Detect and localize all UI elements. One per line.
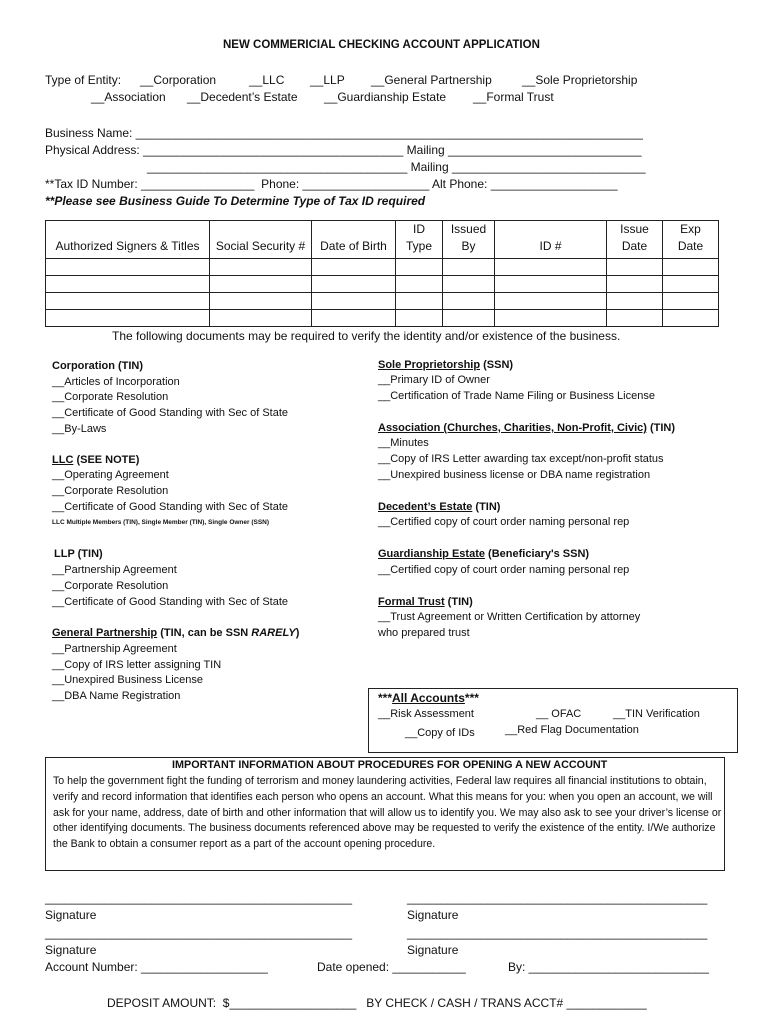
llc-item-resolution[interactable]: __Corporate Resolution — [52, 485, 169, 497]
authorized-signers-table — [45, 220, 719, 327]
signature-line-3[interactable]: ______________________________________________ — [45, 926, 352, 940]
llc-item-operating[interactable]: __Operating Agreement — [52, 469, 169, 481]
gp-item-dba[interactable]: __DBA Name Registration — [52, 690, 181, 702]
page-title: NEW COMMERICIAL CHECKING ACCOUNT APPLICATION — [223, 39, 540, 51]
entity-formal-trust[interactable]: __Formal Trust — [473, 90, 554, 104]
association-heading: Association (Churches, Charities, Non-Profit, Civic) (TIN) — [378, 422, 676, 434]
corporation-heading: Corporation (TIN) — [52, 360, 144, 372]
col-header-issued-by: Issued By — [443, 221, 495, 259]
opened-by-field[interactable]: By: ___________________________ — [508, 960, 709, 974]
corp-item-bylaws[interactable]: __By-Laws — [52, 423, 107, 435]
signature-line-1[interactable]: ______________________________________________ — [45, 891, 352, 905]
ofac-check[interactable]: __ OFAC — [536, 708, 582, 720]
guardianship-item-court-order[interactable]: __Certified copy of court order naming personal rep — [378, 564, 630, 576]
table-row[interactable] — [46, 293, 719, 310]
guardianship-heading: Guardianship Estate (Beneficiary's SSN) — [378, 548, 590, 560]
entity-llc[interactable]: __LLC — [249, 73, 285, 87]
sole-prop-heading: Sole Proprietorship (SSN) — [378, 359, 514, 371]
signature-line-2[interactable]: _____________________________________________ — [407, 891, 708, 905]
date-opened-field[interactable]: Date opened: ___________ — [317, 960, 466, 974]
table-header-row — [46, 221, 719, 259]
col-header-id-type: ID Type — [396, 221, 443, 259]
red-flag-check[interactable]: __Red Flag Documentation — [505, 724, 639, 736]
entity-llp[interactable]: __LLP — [310, 73, 345, 87]
signature-label-1: Signature — [45, 908, 97, 922]
entity-guardianship-estate[interactable]: __Guardianship Estate — [324, 90, 447, 104]
col-header-exp-date: Exp Date — [663, 221, 719, 259]
sole-prop-item-id[interactable]: __Primary ID of Owner — [378, 374, 490, 386]
table-row[interactable] — [46, 259, 719, 276]
entity-general-partnership[interactable]: __General Partnership — [371, 73, 492, 87]
llp-item-good-standing[interactable]: __Certificate of Good Standing with Sec of State — [52, 596, 289, 608]
gp-item-license[interactable]: __Unexpired Business License — [52, 674, 204, 686]
docs-intro: The following documents may be required to verify the identity and/or existence of the business. — [112, 329, 621, 343]
gp-item-agreement[interactable]: __Partnership Agreement — [52, 643, 177, 655]
entity-decedents-estate[interactable]: __Decedent’s Estate — [187, 90, 298, 104]
physical-address-field[interactable]: Physical Address: _______________________________________ Mailing _____________________________ — [45, 143, 642, 157]
important-info-text: To help the government fight the funding of terrorism and money laundering activities, Federal law requires all financial institutions to obtain, verify and record information that identifies each person who opens an account. What this means for you: when you open an account, we will ask for your name, address, date of birth and other information that will allow us to identify you. We may also ask to see your driver’s license or other identifying documents. The business documents referenced above may be requested to verify the existence of the entity. I/We authorize the Bank to obtain a consumer report as a part of the account opening procedure. — [53, 775, 722, 851]
important-info-heading: IMPORTANT INFORMATION ABOUT PROCEDURES FOR OPENING A NEW ACCOUNT — [172, 759, 608, 771]
tax-id-phone-field[interactable]: **Tax ID Number: _________________ Phone: ___________________ Alt Phone: ___________________ — [45, 177, 618, 191]
tin-verification-check[interactable]: __TIN Verification — [613, 708, 700, 720]
assoc-item-irs-letter[interactable]: __Copy of IRS Letter awarding tax except/non-profit status — [378, 453, 664, 465]
entity-association[interactable]: __Association — [91, 90, 166, 104]
risk-assessment-check[interactable]: __Risk Assessment — [378, 708, 474, 720]
decedent-heading: Decedent’s Estate (TIN) — [378, 501, 501, 513]
col-header-dob: Date of Birth — [312, 221, 396, 259]
business-name-field[interactable]: Business Name: ____________________________________________________________________________ — [45, 126, 643, 140]
table-row[interactable] — [46, 276, 719, 293]
entity-sole-proprietorship[interactable]: __Sole Proprietorship — [522, 73, 638, 87]
tax-id-note: **Please see Business Guide To Determine Type of Tax ID required — [45, 194, 426, 208]
gp-item-irs-letter[interactable]: __Copy of IRS letter assigning TIN — [52, 659, 222, 671]
deposit-amount-field[interactable]: DEPOSIT AMOUNT: $___________________ BY CHECK / CASH / TRANS ACCT# ____________ — [107, 996, 647, 1010]
sole-prop-item-trade-name[interactable]: __Certification of Trade Name Filing or Business License — [378, 390, 655, 402]
signature-label-4: Signature — [407, 943, 459, 957]
col-header-ssn: Social Security # — [210, 221, 312, 259]
llp-item-partnership[interactable]: __Partnership Agreement — [52, 564, 177, 576]
all-accounts-heading: ***All Accounts*** — [378, 691, 479, 705]
trust-item-agreement-cont: who prepared trust — [378, 627, 470, 639]
trust-item-agreement[interactable]: __Trust Agreement or Written Certification by attorney — [378, 611, 641, 623]
llc-heading: LLC (SEE NOTE) — [52, 454, 140, 466]
corp-item-good-standing[interactable]: __Certificate of Good Standing with Sec of State — [52, 407, 289, 419]
copy-of-ids-check[interactable]: __Copy of IDs — [405, 727, 475, 739]
corp-item-articles[interactable]: __Articles of Incorporation — [52, 376, 180, 388]
llp-item-resolution[interactable]: __Corporate Resolution — [52, 580, 169, 592]
mailing-address-field[interactable]: _______________________________________ Mailing _____________________________ — [147, 160, 646, 174]
assoc-item-license[interactable]: __Unexpired business license or DBA name registration — [378, 469, 651, 481]
col-header-issue-date: Issue Date — [607, 221, 663, 259]
account-number-field[interactable]: Account Number: ___________________ — [45, 960, 268, 974]
decedent-item-court-order[interactable]: __Certified copy of court order naming personal rep — [378, 516, 630, 528]
signature-label-3: Signature — [45, 943, 97, 957]
assoc-item-minutes[interactable]: __Minutes — [378, 437, 429, 449]
signature-label-2: Signature — [407, 908, 459, 922]
col-header-id-number: ID # — [495, 221, 607, 259]
entity-corporation[interactable]: __Corporation — [140, 73, 217, 87]
signature-line-4[interactable]: _____________________________________________ — [407, 926, 708, 940]
corp-item-resolution[interactable]: __Corporate Resolution — [52, 391, 169, 403]
llc-note: LLC Multiple Members (TIN), Single Member (TIN), Single Owner (SSN) — [52, 519, 270, 526]
llp-heading: LLP (TIN) — [54, 548, 103, 560]
entity-type-label: Type of Entity: — [45, 73, 122, 87]
general-partnership-heading: General Partnership (TIN, can be SSN RARELY) — [52, 627, 300, 639]
table-row[interactable] — [46, 310, 719, 327]
col-header-signers: Authorized Signers & Titles — [46, 221, 210, 259]
llc-item-good-standing[interactable]: __Certificate of Good Standing with Sec of State — [52, 501, 289, 513]
formal-trust-heading: Formal Trust (TIN) — [378, 596, 473, 608]
